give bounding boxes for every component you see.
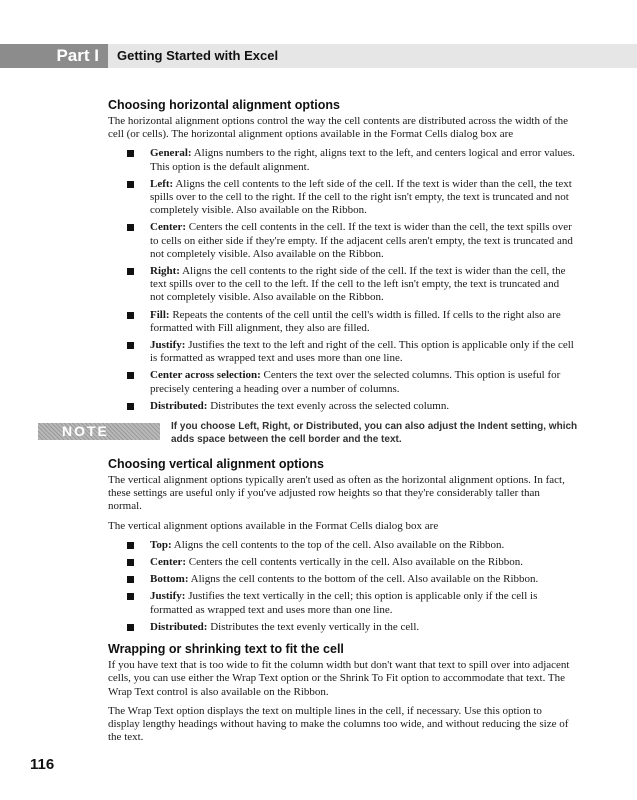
- bullet-icon: [127, 559, 134, 566]
- list-item-term: Justify:: [150, 339, 186, 352]
- section-heading: Choosing vertical alignment options: [108, 457, 324, 472]
- paragraph: The horizontal alignment options control the way the cell contents are distributed across the width of the cell (or cells). The horizontal alignment options available in the Format Cells dialog box are: [108, 115, 569, 141]
- list-item-term: Center across selection:: [150, 369, 261, 382]
- section-vertical-alignment: [108, 457, 575, 634]
- list-item-term: General:: [150, 147, 192, 160]
- bullet-icon: [127, 312, 134, 319]
- bullet-icon: [127, 576, 134, 583]
- part-label: Part I: [56, 46, 99, 65]
- bullet-icon: [127, 150, 134, 157]
- list-item: [108, 309, 575, 335]
- list-item: [108, 178, 575, 218]
- list-item-term: Distributed:: [150, 620, 208, 633]
- list-item: [108, 221, 575, 261]
- bullet-icon: [127, 542, 134, 549]
- note-text: If you choose Left, Right, or Distributed, you can also adjust the Indent setting, which adds space between the cell border and the text.: [171, 421, 578, 445]
- list-item-text: Aligns the cell contents to the right side of the cell. If the text is wider than the cell, the text spills over to the cell to the left. If the cell to the left isn't empty, the text is truncated and not completely visible. Also available on the Ribbon.: [150, 265, 566, 304]
- bullet-icon: [127, 181, 134, 188]
- note-callout: [0, 421, 578, 449]
- list-item-term: Justify:: [150, 590, 186, 603]
- list-item-text: Centers the cell contents in the cell. If the text is wider than the cell, the text spills over to cells on either side if they're empty. If the adjacent cells aren't empty, the text is truncated and not completely visible. Also available on the Ribbon.: [150, 221, 573, 260]
- note-label: NOTE: [62, 423, 109, 440]
- section-heading: Wrapping or shrinking text to fit the cell: [108, 642, 344, 657]
- paragraph: The Wrap Text option displays the text on multiple lines in the cell, if necessary. Use this option to display lengthy headings without having to make the columns too wide, and without reducing the size of the text.: [108, 704, 569, 744]
- list-item: [108, 265, 575, 305]
- section-horizontal-alignment: [108, 98, 575, 413]
- paragraph: The vertical alignment options typically aren't used as often as the horizontal alignment options. In fact, these settings are useful only if you've adjusted row heights so that they're considerably taller than normal.: [108, 474, 565, 513]
- list-item-term: Left:: [150, 177, 174, 190]
- list-item-text: Repeats the contents of the cell until the cell's width is filled. If cells to the right also are formatted with Fill alignment, they also are filled.: [150, 308, 561, 334]
- note-badge: [38, 423, 160, 440]
- page-number: 116: [30, 756, 55, 773]
- paragraph: The vertical alignment options available in the Format Cells dialog box are: [108, 519, 439, 532]
- list-item-text: Centers the text over the selected columns. This option is useful for precisely centering a heading over a number of columns.: [150, 369, 561, 395]
- list-item: [108, 339, 575, 365]
- list-item-text: Aligns the cell contents to the left side of the cell. If the text is wider than the cell, the text spills over to the cell to the right. If the cell to the right isn't empty, the text is truncated and not completely visible. Also available on the Ribbon.: [150, 177, 572, 217]
- list-item-text: Aligns numbers to the right, aligns text to the left, and centers logical and error values. This option is the default alignment.: [150, 147, 575, 173]
- list-item: [108, 556, 575, 569]
- list-item-term: Right:: [150, 265, 180, 278]
- list-item-term: Center:: [150, 556, 187, 569]
- bullet-icon: [127, 593, 134, 600]
- list-item-term: Distributed:: [150, 399, 208, 412]
- list-item-text: Aligns the cell contents to the top of the cell. Also available on the Ribbon.: [171, 538, 505, 551]
- bullet-list: [108, 147, 575, 413]
- bullet-icon: [127, 403, 134, 410]
- running-header: [0, 44, 637, 68]
- list-item-text: Justifies the text to the left and right of the cell. This option is applicable only if the cell is formatted as wrapped text and uses more than one line.: [150, 339, 574, 365]
- page-content: [62, 98, 578, 752]
- bullet-icon: [127, 224, 134, 231]
- list-item-text: Centers the cell contents vertically in the cell. Also available on the Ribbon.: [186, 556, 523, 569]
- section-wrapping-text: [108, 642, 575, 744]
- list-item: [108, 400, 575, 413]
- part-tab: [0, 44, 108, 68]
- list-item-term: Bottom:: [150, 573, 189, 586]
- list-item-term: Center:: [150, 221, 187, 234]
- bullet-list: [108, 539, 575, 634]
- list-item: [108, 590, 575, 616]
- list-item-text: Distributes the text evenly across the selected column.: [207, 399, 450, 412]
- bullet-icon: [127, 372, 134, 379]
- chapter-title: Getting Started with Excel: [117, 48, 279, 63]
- list-item: [108, 539, 575, 552]
- list-item-text: Distributes the text evenly vertically in the cell.: [207, 620, 420, 633]
- list-item-text: Aligns the cell contents to the bottom of the cell. Also available on the Ribbon.: [188, 573, 539, 586]
- bullet-icon: [127, 342, 134, 349]
- bullet-icon: [127, 268, 134, 275]
- bullet-icon: [127, 624, 134, 631]
- section-heading: Choosing horizontal alignment options: [108, 98, 340, 112]
- list-item-text: Justifies the text vertically in the cell; this option is applicable only if the cell is formatted as wrapped text and uses more than one line.: [150, 590, 538, 616]
- paragraph: If you have text that is too wide to fit the column width but don't want that text to spill over into adjacent cells, you can use either the Wrap Text option or the Shrink To Fit option to accommodate that text. The Wrap Text control is also available on the Ribbon.: [108, 659, 570, 698]
- list-item-term: Fill:: [150, 308, 170, 321]
- list-item-term: Top:: [150, 538, 172, 551]
- list-item: [108, 147, 575, 173]
- list-item: [108, 369, 575, 395]
- list-item: [108, 621, 575, 634]
- list-item: [108, 573, 575, 586]
